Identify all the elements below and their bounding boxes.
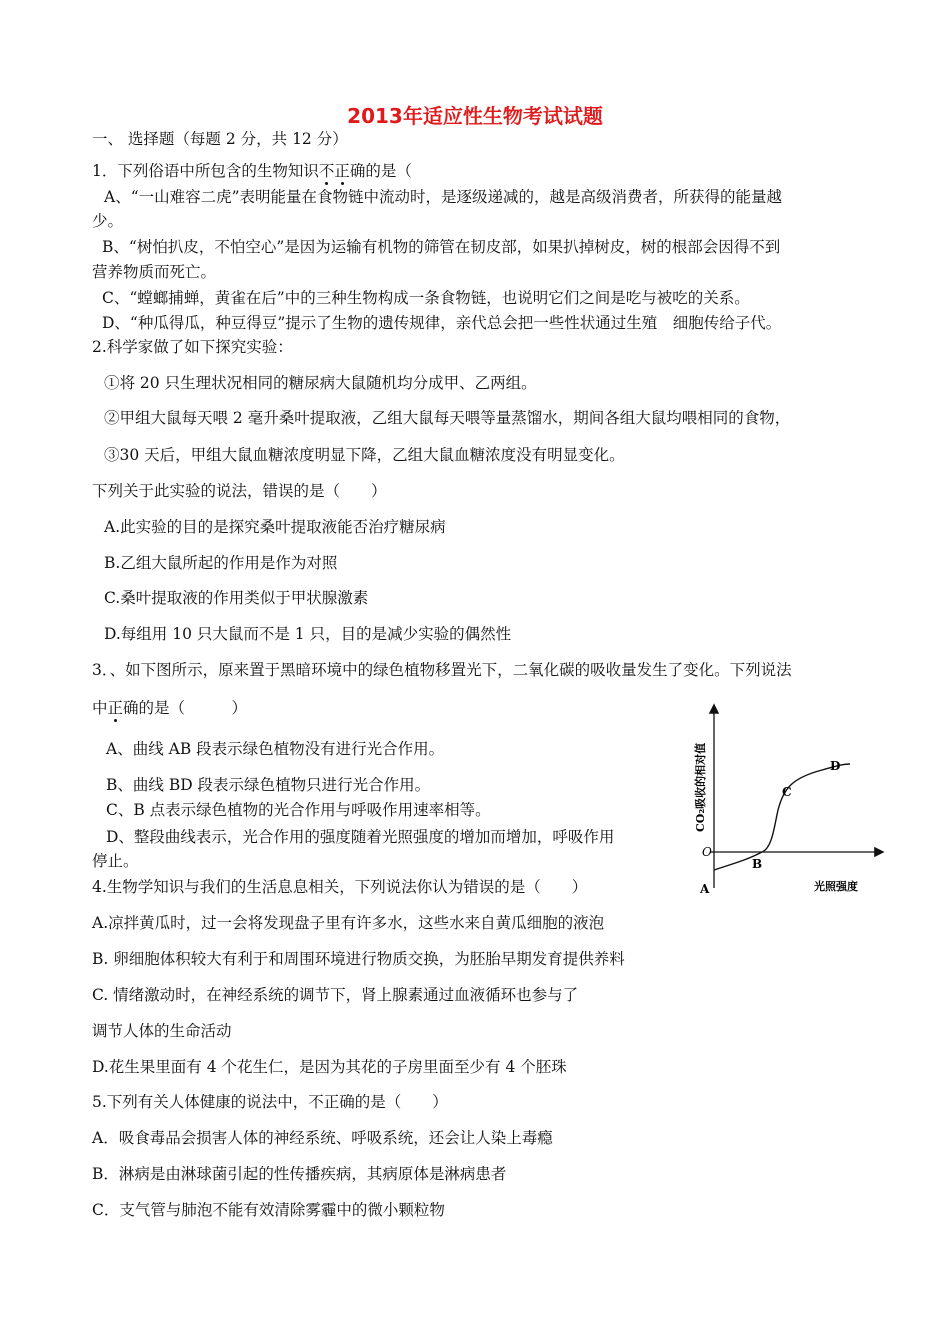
q3-option-d: D、整段曲线表示，光合作用的强度随着光照强度的增加而增加，呼吸作用 <box>106 828 615 846</box>
q2-option-b: B.乙组大鼠所起的作用是作为对照 <box>104 554 338 572</box>
q3-option-d-cont: 停止。 <box>92 852 139 870</box>
x-axis-label: 光照强度 <box>814 880 858 893</box>
q2-step-1: ①将 20 只生理状况相同的糖尿病大鼠随机均分成甲、乙两组。 <box>104 374 537 392</box>
q2-question: 下列关于此实验的说法，错误的是（ ） <box>92 482 387 500</box>
q5-stem: 5.下列有关人体健康的说法中，不正确的是（ ） <box>92 1093 448 1111</box>
point-b-label: B <box>752 857 763 871</box>
q3-stem-cont: 中正确的是（ ） <box>92 699 248 717</box>
q4-stem: 4.生物学知识与我们的生活息息相关，下列说法你认为错误的是（ ） <box>92 878 588 896</box>
q5-option-b: B．淋病是由淋球菌引起的性传播疾病，其病原体是淋病患者 <box>92 1165 507 1183</box>
emphasis-dot: 不 <box>318 162 335 180</box>
q4-option-a: A.凉拌黄瓜时，过一会将发现盘子里有许多水，这些水来自黄瓜细胞的液泡 <box>92 914 605 932</box>
q1-option-a-cont: 少。 <box>92 212 124 230</box>
page-title: 2013年适应性生物考试试题 <box>347 104 603 128</box>
q3-option-a: A、曲线 AB 段表示绿色植物没有进行光合作用。 <box>106 740 445 758</box>
q1-option-b-cont: 营养物质而死亡。 <box>92 263 217 281</box>
q3-option-b: B、曲线 BD 段表示绿色植物只进行光合作用。 <box>106 776 431 794</box>
point-c-label: C <box>782 785 792 799</box>
origin-label: O <box>702 845 712 859</box>
point-a-label: A <box>700 882 710 896</box>
section-heading: 一、 选择题（每题 2 分，共 12 分） <box>92 130 348 148</box>
emphasis-dot: 正 <box>334 162 350 180</box>
q2-option-c: C.桑叶提取液的作用类似于甲状腺激素 <box>104 589 369 607</box>
q2-step-2: ②甲组大鼠每天喂 2 毫升桑叶提取液，乙组大鼠每天喂等量蒸馏水，期间各组大鼠均喂相同的食物， <box>104 409 791 427</box>
q1-option-a: A、“一山难容二虎”表明能量在食物链中流动时，是逐级递减的，越是高级消费者，所获得的能量越 <box>104 188 783 206</box>
q1-option-d: D、“种瓜得瓜，种豆得豆”提示了生物的遗传规律，亲代总会把一些性状通过生殖 细胞传给子代。 <box>102 314 782 332</box>
q1-option-c: C、“螳螂捕蝉，黄雀在后”中的三种生物构成一条食物链，也说明它们之间是吃与被吃的关系。 <box>102 289 750 307</box>
point-d-label: D <box>830 759 841 773</box>
q4-option-d: D.花生果里面有 4 个花生仁，是因为其花的子房里面至少有 4 个胚珠 <box>92 1058 567 1076</box>
q2-step-3: ③30 天后，甲组大鼠血糖浓度明显下降，乙组大鼠血糖浓度没有明显变化。 <box>104 446 625 464</box>
q4-option-c: C. 情绪激动时，在神经系统的调节下，肾上腺素通过血液循环也参与了 <box>92 986 579 1004</box>
q4-option-b: B. 卵细胞体积较大有利于和周围环境进行物质交换，为胚胎早期发育提供养料 <box>92 950 625 968</box>
q1-stem: 1．下列俗语中所包含的生物知识不正确的是（ <box>92 162 412 180</box>
absorption-curve <box>714 764 850 870</box>
emphasis-dot: 正 <box>107 699 124 717</box>
q3-option-c: C、B 点表示绿色植物的光合作用与呼吸作用速率相等。 <box>106 801 491 819</box>
q2-option-d: D.每组用 10 只大鼠而不是 1 只，目的是减少实验的偶然性 <box>104 625 512 643</box>
co2-absorption-graph <box>692 700 888 900</box>
q1-option-b: B、“树怕扒皮，不怕空心”是因为运输有机物的筛管在韧皮部，如果扒掉树皮，树的根部会因得不到 <box>102 238 781 256</box>
q4-option-c-cont: 调节人体的生命活动 <box>92 1022 232 1040</box>
q3-stem: 3．、如下图所示，原来置于黑暗环境中的绿色植物移置光下，二氧化碳的吸收量发生了变化。下列说法 <box>92 661 792 679</box>
q2-stem: 2.科学家做了如下探究实验： <box>92 338 293 356</box>
q5-option-c: C．支气管与肺泡不能有效清除雾霾中的微小颗粒物 <box>92 1201 445 1219</box>
q5-option-a: A．吸食毒品会损害人体的神经系统、呼吸系统，还会让人染上毒瘾 <box>92 1129 553 1147</box>
y-axis-label: CO₂吸收的相对值 <box>694 742 707 832</box>
q2-option-a: A.此实验的目的是探究桑叶提取液能否治疗糖尿病 <box>104 518 446 536</box>
